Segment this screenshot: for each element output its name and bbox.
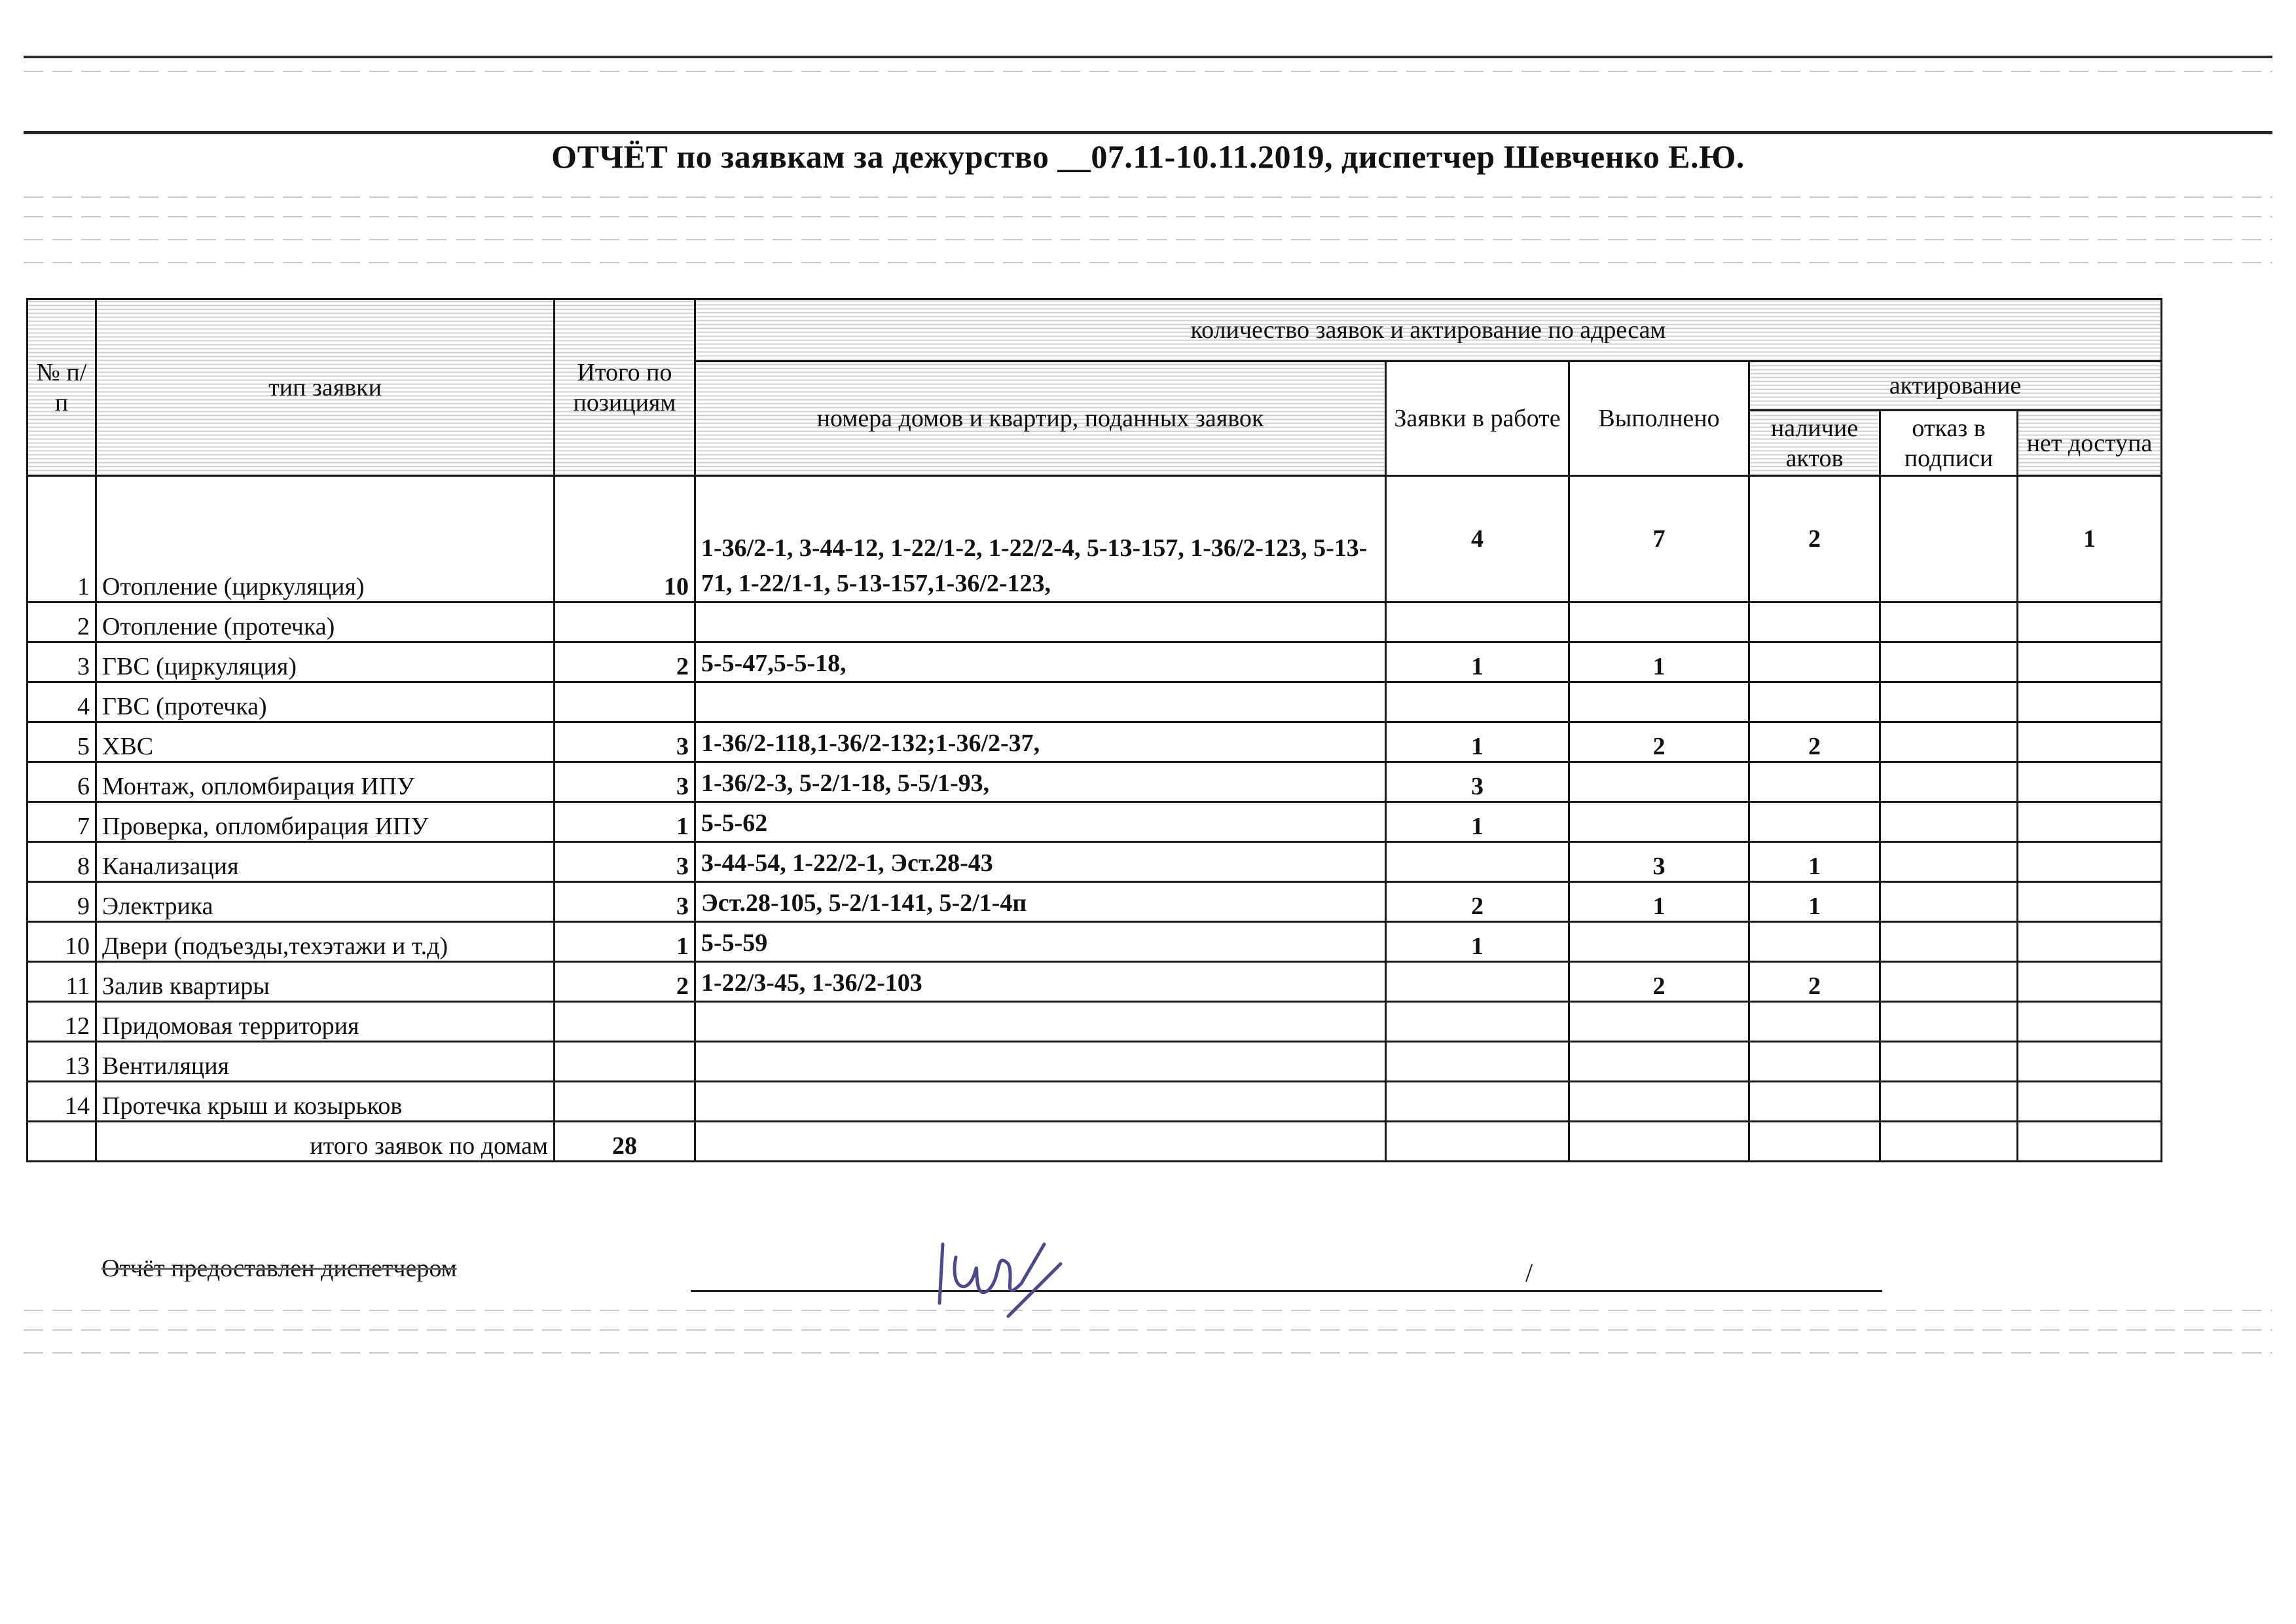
row-total bbox=[555, 1042, 695, 1082]
report-title: ОТЧЁТ по заявкам за дежурство __07.11-10.11.2019, диспетчер Шевченко Е.Ю. bbox=[551, 138, 1745, 175]
row-refusal bbox=[1880, 762, 2018, 802]
row-type: ХВС bbox=[96, 722, 555, 762]
row-in-work: 1 bbox=[1386, 922, 1569, 962]
row-in-work: 1 bbox=[1386, 802, 1569, 842]
row-refusal bbox=[1880, 602, 2018, 642]
row-no-access bbox=[2018, 1082, 2162, 1122]
total-empty-cell bbox=[2018, 1122, 2162, 1162]
total-empty-cell bbox=[1569, 1122, 1749, 1162]
row-done bbox=[1569, 1082, 1749, 1122]
table-row bbox=[27, 842, 2162, 882]
row-addresses: 5-5-62 bbox=[695, 802, 1386, 842]
header-group: количество заявок и актирование по адресам bbox=[695, 299, 2162, 361]
row-done bbox=[1569, 922, 1749, 962]
row-total: 3 bbox=[555, 882, 695, 922]
row-addresses: 1-22/3-45, 1-36/2-103 bbox=[695, 962, 1386, 1002]
row-addresses: 3-44-54, 1-22/2-1, Эст.28-43 bbox=[695, 842, 1386, 882]
row-number: 1 bbox=[27, 476, 96, 602]
row-refusal bbox=[1880, 722, 2018, 762]
total-row bbox=[27, 1122, 2162, 1162]
row-refusal bbox=[1880, 802, 2018, 842]
row-total: 1 bbox=[555, 922, 695, 962]
scan-line-top-3 bbox=[24, 131, 2272, 134]
table-row bbox=[27, 1042, 2162, 1082]
footer-label: Отчёт предоставлен диспетчером bbox=[101, 1255, 457, 1282]
table-row bbox=[27, 476, 2162, 602]
row-refusal bbox=[1880, 962, 2018, 1002]
row-number: 2 bbox=[27, 602, 96, 642]
row-no-access bbox=[2018, 922, 2162, 962]
row-addresses: Эст.28-105, 5-2/1-141, 5-2/1-4п bbox=[695, 882, 1386, 922]
scan-line-10 bbox=[24, 1352, 2272, 1354]
row-refusal bbox=[1880, 922, 2018, 962]
row-in-work bbox=[1386, 602, 1569, 642]
row-acts bbox=[1749, 1042, 1880, 1082]
scan-line-6 bbox=[24, 239, 2272, 240]
row-acts: 2 bbox=[1749, 962, 1880, 1002]
row-type: Залив квартиры bbox=[96, 962, 555, 1002]
row-refusal bbox=[1880, 1002, 2018, 1042]
row-addresses bbox=[695, 1002, 1386, 1042]
row-addresses bbox=[695, 602, 1386, 642]
row-number: 5 bbox=[27, 722, 96, 762]
row-in-work: 4 bbox=[1386, 476, 1569, 602]
row-no-access: 1 bbox=[2018, 476, 2162, 602]
row-number: 10 bbox=[27, 922, 96, 962]
row-addresses: 5-5-47,5-5-18, bbox=[695, 642, 1386, 682]
row-total: 1 bbox=[555, 802, 695, 842]
row-type: Проверка, опломбирация ИПУ bbox=[96, 802, 555, 842]
row-no-access bbox=[2018, 1002, 2162, 1042]
header-acts: наличие актов bbox=[1749, 411, 1880, 476]
row-number: 7 bbox=[27, 802, 96, 842]
table-row bbox=[27, 962, 2162, 1002]
row-done: 1 bbox=[1569, 642, 1749, 682]
row-refusal bbox=[1880, 682, 2018, 722]
row-total bbox=[555, 1082, 695, 1122]
row-done bbox=[1569, 1002, 1749, 1042]
row-refusal bbox=[1880, 842, 2018, 882]
signature-image bbox=[930, 1218, 1074, 1323]
row-type: Отопление (циркуляция) bbox=[96, 476, 555, 602]
row-no-access bbox=[2018, 842, 2162, 882]
row-acts: 2 bbox=[1749, 722, 1880, 762]
row-addresses: 5-5-59 bbox=[695, 922, 1386, 962]
row-done: 3 bbox=[1569, 842, 1749, 882]
row-addresses bbox=[695, 1042, 1386, 1082]
row-refusal bbox=[1880, 1082, 2018, 1122]
scan-line-5 bbox=[24, 216, 2272, 217]
signature-slash: / bbox=[1525, 1258, 1533, 1287]
row-total: 3 bbox=[555, 722, 695, 762]
row-done: 2 bbox=[1569, 722, 1749, 762]
header-refusal: отказ в подписи bbox=[1880, 411, 2018, 476]
table-row bbox=[27, 602, 2162, 642]
scan-line-7 bbox=[24, 262, 2272, 263]
row-acts bbox=[1749, 1082, 1880, 1122]
row-number: 9 bbox=[27, 882, 96, 922]
row-number: 12 bbox=[27, 1002, 96, 1042]
row-no-access bbox=[2018, 642, 2162, 682]
row-addresses: 1-36/2-1, 3-44-12, 1-22/1-2, 1-22/2-4, 5-13-157, 1-36/2-123, 5-13-71, 1-22/1-1, 5-13-157,1-36/2-123, bbox=[695, 476, 1386, 602]
row-type: Канализация bbox=[96, 842, 555, 882]
row-no-access bbox=[2018, 962, 2162, 1002]
header-done: Выполнено bbox=[1569, 361, 1749, 476]
row-addresses bbox=[695, 682, 1386, 722]
row-done bbox=[1569, 802, 1749, 842]
row-type: ГВС (циркуляция) bbox=[96, 642, 555, 682]
row-in-work: 3 bbox=[1386, 762, 1569, 802]
row-no-access bbox=[2018, 762, 2162, 802]
row-type: ГВС (протечка) bbox=[96, 682, 555, 722]
row-acts: 1 bbox=[1749, 842, 1880, 882]
header-addresses: номера домов и квартир, поданных заявок bbox=[695, 361, 1386, 476]
row-total bbox=[555, 682, 695, 722]
scan-line-9 bbox=[24, 1329, 2272, 1331]
row-no-access bbox=[2018, 602, 2162, 642]
row-total: 2 bbox=[555, 642, 695, 682]
row-number: 3 bbox=[27, 642, 96, 682]
table-row bbox=[27, 1002, 2162, 1042]
table-row bbox=[27, 922, 2162, 962]
total-label: итого заявок по домам bbox=[96, 1122, 555, 1162]
table-row bbox=[27, 762, 2162, 802]
row-addresses: 1-36/2-118,1-36/2-132;1-36/2-37, bbox=[695, 722, 1386, 762]
row-in-work bbox=[1386, 1002, 1569, 1042]
row-done: 7 bbox=[1569, 476, 1749, 602]
scan-line-4 bbox=[24, 196, 2272, 198]
row-in-work bbox=[1386, 842, 1569, 882]
row-done bbox=[1569, 1042, 1749, 1082]
row-type: Двери (подъезды,техэтажи и т.д) bbox=[96, 922, 555, 962]
row-acts bbox=[1749, 922, 1880, 962]
row-addresses bbox=[695, 1082, 1386, 1122]
row-acts bbox=[1749, 802, 1880, 842]
row-no-access bbox=[2018, 882, 2162, 922]
row-type: Вентиляция bbox=[96, 1042, 555, 1082]
table-row bbox=[27, 642, 2162, 682]
row-total: 10 bbox=[555, 476, 695, 602]
header-no-access: нет доступа bbox=[2018, 411, 2162, 476]
row-type: Отопление (протечка) bbox=[96, 602, 555, 642]
row-number: 14 bbox=[27, 1082, 96, 1122]
header-type: тип заявки bbox=[96, 299, 555, 476]
row-total bbox=[555, 1002, 695, 1042]
row-number: 6 bbox=[27, 762, 96, 802]
row-in-work bbox=[1386, 1082, 1569, 1122]
table-row bbox=[27, 882, 2162, 922]
row-refusal bbox=[1880, 642, 2018, 682]
row-total: 2 bbox=[555, 962, 695, 1002]
row-in-work bbox=[1386, 682, 1569, 722]
row-in-work bbox=[1386, 962, 1569, 1002]
row-in-work: 2 bbox=[1386, 882, 1569, 922]
row-number: 4 bbox=[27, 682, 96, 722]
signature-line bbox=[691, 1290, 1882, 1292]
row-acts bbox=[1749, 1002, 1880, 1042]
row-done bbox=[1569, 682, 1749, 722]
row-number: 8 bbox=[27, 842, 96, 882]
row-no-access bbox=[2018, 802, 2162, 842]
table-row bbox=[27, 1082, 2162, 1122]
row-total: 3 bbox=[555, 762, 695, 802]
scan-line-8 bbox=[24, 1310, 2272, 1311]
row-no-access bbox=[2018, 1042, 2162, 1082]
row-refusal bbox=[1880, 882, 2018, 922]
scan-line-top-1 bbox=[24, 56, 2272, 58]
row-type: Протечка крыш и козырьков bbox=[96, 1082, 555, 1122]
row-acts: 1 bbox=[1749, 882, 1880, 922]
header-acting: актирование bbox=[1749, 361, 2162, 411]
row-done: 2 bbox=[1569, 962, 1749, 1002]
row-refusal bbox=[1880, 476, 2018, 602]
row-done: 1 bbox=[1569, 882, 1749, 922]
table-row bbox=[27, 682, 2162, 722]
report-table bbox=[26, 298, 2162, 1162]
row-total bbox=[555, 602, 695, 642]
row-type: Монтаж, опломбирация ИПУ bbox=[96, 762, 555, 802]
header-num: № п/п bbox=[27, 299, 96, 476]
row-no-access bbox=[2018, 722, 2162, 762]
row-in-work bbox=[1386, 1042, 1569, 1082]
total-empty-cell bbox=[1386, 1122, 1569, 1162]
row-type: Электрика bbox=[96, 882, 555, 922]
row-acts bbox=[1749, 762, 1880, 802]
row-acts bbox=[1749, 682, 1880, 722]
row-refusal bbox=[1880, 1042, 2018, 1082]
table-row bbox=[27, 802, 2162, 842]
table-row bbox=[27, 722, 2162, 762]
row-in-work: 1 bbox=[1386, 642, 1569, 682]
row-no-access bbox=[2018, 682, 2162, 722]
header-total-by-position: Итого по позициям bbox=[555, 299, 695, 476]
row-type: Придомовая территория bbox=[96, 1002, 555, 1042]
row-acts bbox=[1749, 602, 1880, 642]
total-empty-cell bbox=[695, 1122, 1386, 1162]
row-addresses: 1-36/2-3, 5-2/1-18, 5-5/1-93, bbox=[695, 762, 1386, 802]
row-done bbox=[1569, 602, 1749, 642]
row-in-work: 1 bbox=[1386, 722, 1569, 762]
row-acts bbox=[1749, 642, 1880, 682]
row-number: 11 bbox=[27, 962, 96, 1002]
total-empty-cell bbox=[1880, 1122, 2018, 1162]
row-total: 3 bbox=[555, 842, 695, 882]
total-empty-cell bbox=[1749, 1122, 1880, 1162]
row-acts: 2 bbox=[1749, 476, 1880, 602]
scan-line-top-2 bbox=[24, 71, 2272, 72]
row-done bbox=[1569, 762, 1749, 802]
total-value: 28 bbox=[555, 1122, 695, 1162]
header-in-work: Заявки в работе bbox=[1386, 361, 1569, 476]
total-empty-cell bbox=[27, 1122, 96, 1162]
row-number: 13 bbox=[27, 1042, 96, 1082]
